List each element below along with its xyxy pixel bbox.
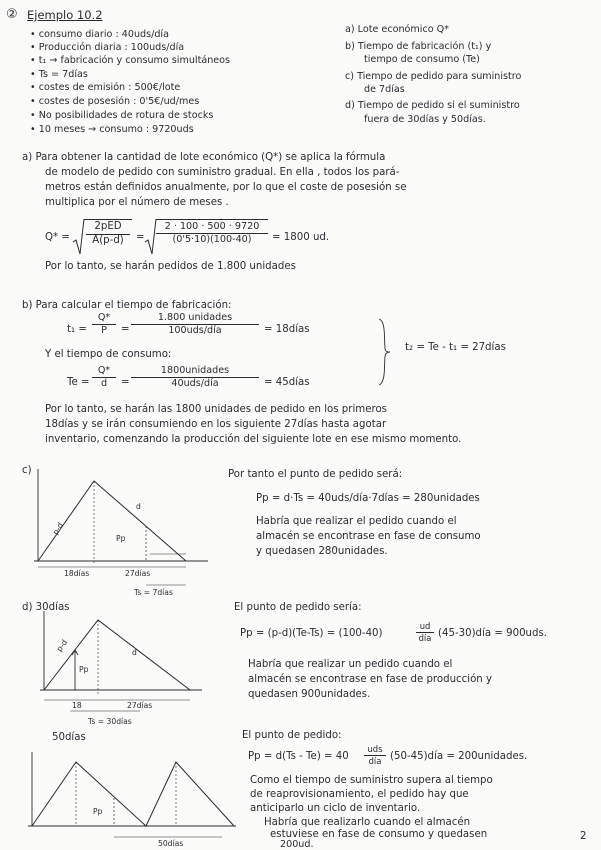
part-c-line: Habría que realizar el pedido cuando el <box>256 516 457 527</box>
part-d30-line: Habría que realizar un pedido cuando el <box>248 659 453 670</box>
part-c-label: c) <box>22 465 32 476</box>
part-b-conclusion-line: 18días y se irán consumiendo en los siguiente 27días hasta agotar <box>45 419 387 430</box>
part-c-line: almacén se encontrase en fase de consumo <box>256 531 481 542</box>
part-d50-line: Habría que realizarlo cuando el almacén <box>264 817 471 828</box>
part-b-intro: b) Para calcular el tiempo de fabricación: <box>22 300 232 311</box>
consumo-intro: Y el tiempo de consumo: <box>45 349 172 360</box>
part-d30-line: almacén se encontrase en fase de producción y <box>248 674 493 685</box>
t1-label: t₁ = <box>67 324 87 335</box>
q-result: = 1800 ud. <box>272 232 330 243</box>
part-b-conclusion-line: inventario, comenzando la producción del siguiente lote en ese mismo momento. <box>45 434 462 445</box>
part-d50-line: de reaprovisionamiento, el pedido hay que <box>250 789 469 800</box>
equals-sign: = <box>136 232 145 243</box>
question-b: b) Tiempo de fabricación (t₁) y <box>345 41 492 52</box>
list-item: • costes de emisión : 500€/lote <box>30 82 181 93</box>
graph-c-label-t2: 27días <box>125 569 151 578</box>
equals-sign: = <box>121 377 130 388</box>
formula-q-numeric: 2 · 100 · 500 · 9720 (0'5·10)(100-40) <box>156 222 268 245</box>
part-a-conclusion: Por lo tanto, se harán pedidos de 1.800 unidades <box>45 261 296 272</box>
part-c-line: Por tanto el punto de pedido será: <box>228 469 403 480</box>
part-a-line: de modelo de pedido con suministro gradual. En ella , todos los pará- <box>45 167 400 178</box>
question-c: c) Tiempo de pedido para suministro <box>345 71 522 82</box>
heading-title: Ejemplo 10.2 <box>27 8 103 22</box>
part-d50-line: anticiparlo un ciclo de inventario. <box>250 803 421 814</box>
graph-d50-label-ts: 50días <box>158 839 184 848</box>
graph-d30-label-pp: Pp <box>79 665 89 674</box>
graph-d30-label-d: d <box>132 648 137 657</box>
list-item: • consumo diario : 40uds/día <box>30 29 169 40</box>
unit-fraction: uds día <box>364 745 386 766</box>
list-item: • t₁ → fabricación y consumo simultáneos <box>30 55 231 66</box>
te-label: Te = <box>67 377 90 388</box>
page-number: 2 <box>580 831 587 842</box>
part-a-line: a) Para obtener la cantidad de lote económico (Q*) se aplica la fórmula <box>22 152 386 163</box>
curly-brace <box>377 318 391 386</box>
part-b-conclusion-line: Por lo tanto, se harán las 1800 unidades de pedido en los primeros <box>45 404 387 415</box>
list-item: • costes de posesión : 0'5€/ud/mes <box>30 96 200 107</box>
part-c-line: y quedasen 280unidades. <box>256 546 388 557</box>
question-c-cont: de 7días <box>364 84 405 95</box>
question-d: d) Tiempo de pedido si el suministro <box>345 100 520 111</box>
part-a-line: metros están definidos anualmente, por lo que el coste de posesión se <box>45 182 407 193</box>
list-item: • Ts = 7días <box>30 69 88 80</box>
graph-c-label-pd: p-d <box>50 521 66 537</box>
part-d30-line: El punto de pedido sería: <box>234 602 362 613</box>
part-d-label: d) 30días <box>22 602 70 613</box>
graph-c-label-ts: Ts = 7días <box>134 588 173 597</box>
formula-q-symbolic: 2pED A(p-d) <box>86 222 130 246</box>
part-d50-result: (50-45)día = 200unidades. <box>390 751 528 762</box>
q-star-label: Q* = <box>45 232 70 243</box>
graph-c-label-pp: Pp <box>116 534 126 543</box>
te-result: = 45días <box>264 377 310 388</box>
equals-sign: = <box>121 324 130 335</box>
part-c-line: Pp = d·Ts = 40uds/día·7días = 280unidades <box>256 493 480 504</box>
graph-d30-label-t2: 27días <box>127 701 153 710</box>
part-d50-line: 200ud. <box>280 839 314 850</box>
list-item: • No posibilidades de rotura de stocks <box>30 110 214 121</box>
sqrt-bar-2 <box>156 219 268 220</box>
list-item: • Producción diaria : 100uds/día <box>30 42 185 53</box>
t1-fraction-symbolic: Q* P <box>92 313 116 336</box>
part-d50-line: estuviese en fase de consumo y quedasen <box>270 829 488 840</box>
part-d50-label: 50días <box>52 732 86 743</box>
unit-fraction: ud día <box>416 622 434 643</box>
sqrt-symbol-1 <box>73 218 85 258</box>
graph-d50 <box>26 748 246 844</box>
part-d50-line: Como el tiempo de suministro supera al tiempo <box>250 775 493 786</box>
graph-d30-label-ts: Ts = 30días <box>88 717 132 726</box>
graph-c-label-d: d <box>136 502 141 511</box>
question-a: a) Lote económico Q* <box>345 24 449 35</box>
part-d50-formula: Pp = d(Ts - Te) = 40 <box>248 751 349 762</box>
part-a-line: multiplica por el número de meses . <box>45 197 229 208</box>
graph-d50-label-pp: Pp <box>93 807 103 816</box>
part-d30-formula: Pp = (p-d)(Te-Ts) = (100-40) <box>240 628 383 639</box>
t2-formula: t₂ = Te - t₁ = 27días <box>405 342 506 353</box>
list-item: • 10 meses → consumo : 9720uds <box>30 124 194 135</box>
te-fraction-numeric: 1800unidades 40uds/día <box>131 366 259 389</box>
part-d50-line: El punto de pedido: <box>242 730 342 741</box>
t1-fraction-numeric: 1.800 unidades 100uds/día <box>131 313 259 336</box>
question-d-cont: fuera de 30días y 50días. <box>364 114 486 125</box>
graph-c-label-t1: 18días <box>64 569 90 578</box>
question-b-cont: tiempo de consumo (Te) <box>364 54 480 65</box>
part-d30-result: (45-30)día = 900uds. <box>438 628 548 639</box>
te-fraction-symbolic: Q* d <box>92 366 116 389</box>
t1-result: = 18días <box>264 324 310 335</box>
sqrt-bar-1 <box>84 219 132 220</box>
graph-d30-label-t1: 18 <box>72 701 82 710</box>
part-d30-line: quedasen 900unidades. <box>248 689 371 700</box>
heading-number: ② <box>6 7 18 22</box>
graph-d30-label-pd: p-d <box>54 637 70 654</box>
graph-d30 <box>30 608 220 726</box>
